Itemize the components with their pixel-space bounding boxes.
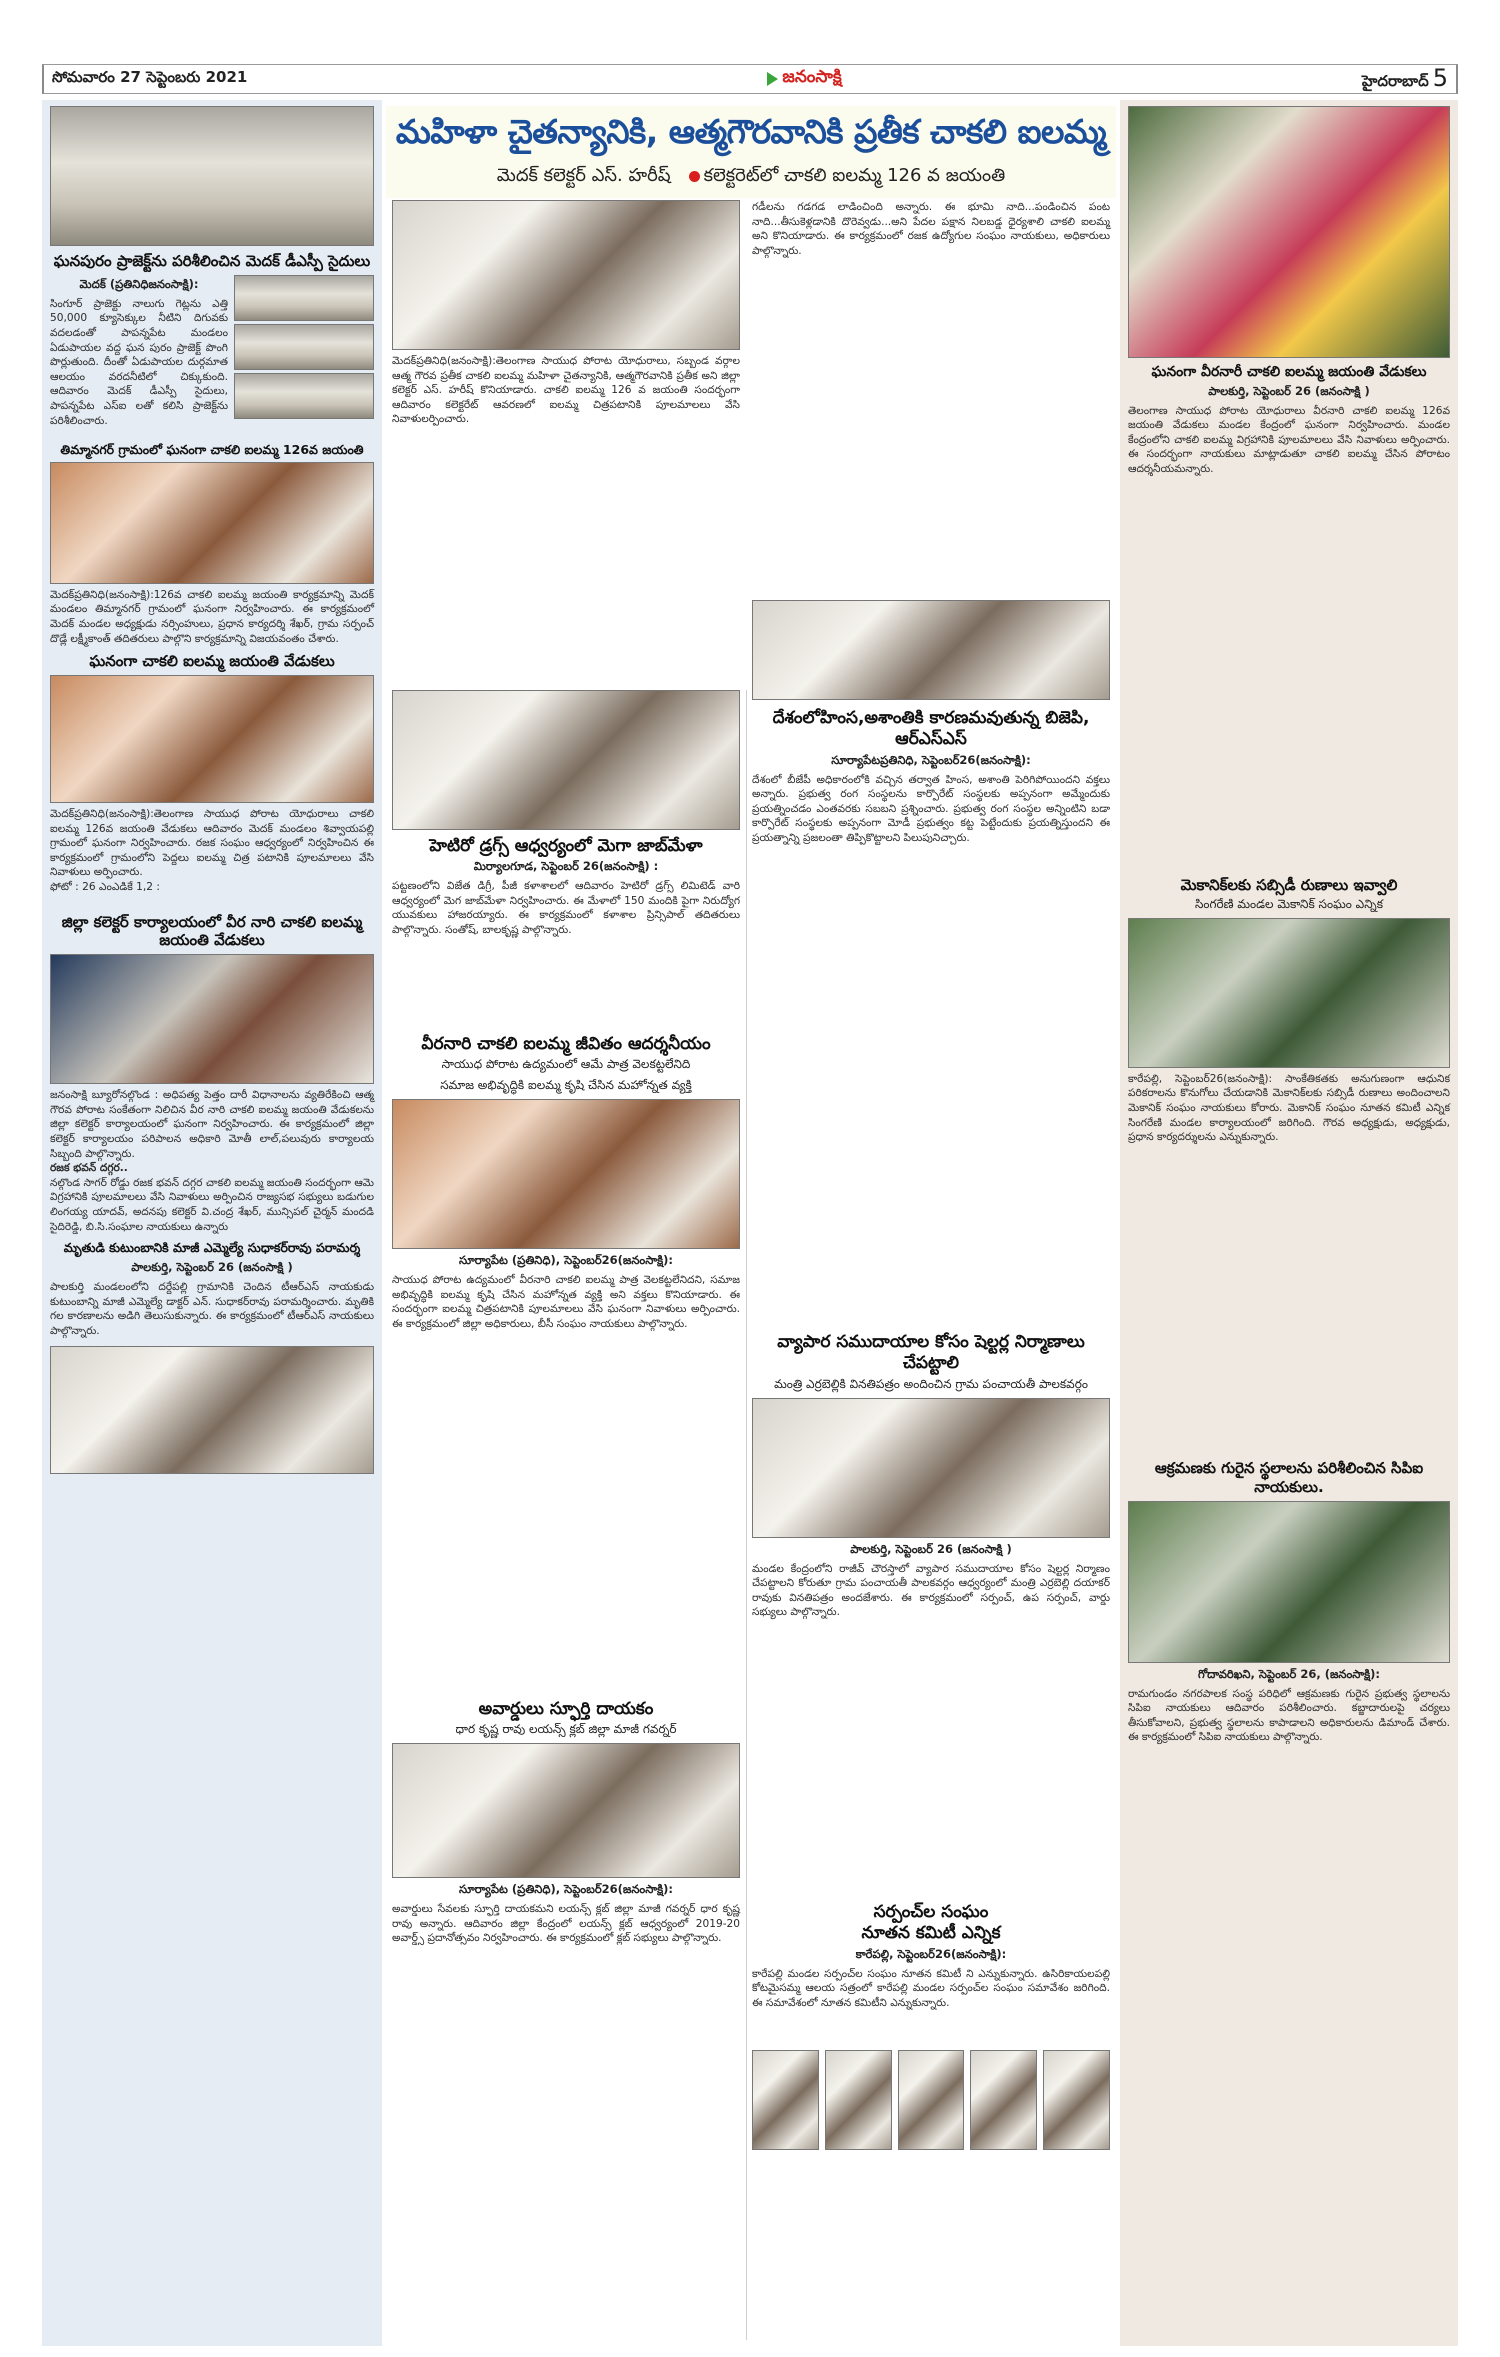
article-body: రామగుండం నగరపాలక సంస్థ పరిధిలో ఆక్రమణకు గురైన ప్రభుత్వ స్థలాలను సిపిఐ నాయకులు ఆదివారం పరిశీలించారు. కబ్జాదారులపై చర్యలు తీసుకోవాలని, ప్రభుత్వ స్థలాలను కాపాడాలని అధికారులను డిమాండ్ చేశారు. ఈ కార్యక్రమంలో సిపిఐ నాయకులు పాల్గొన్నారు. [1128,1687,1450,1744]
story-photo [1128,106,1450,358]
deck-left: మెదక్ కలెక్టర్ ఎస్. హరీష్ [496,165,671,186]
article-headline: ఘనంగా చాకలి ఐలమ్మ జయంతి వేడుకలు [89,652,335,671]
article-headline: దేశంలోహింస,అశాంతికి కారణమవుతున్న బిజెపి, ఆర్ఎస్ఎస్ [772,708,1090,750]
article-subheadline: ధార కృష్ణ రావు లయన్స్ క్లబ్ జిల్లా మాజీ గవర్నర్ [455,1722,677,1737]
article-condolence [50,1240,374,1474]
article-body: నల్గొండ సాగర్ రోడ్డు రజక భవన్ దగ్గర చాకలి ఐలమ్మ జయంతి సందర్భంగా ఆమె విగ్రహానికి పూలమాలలు వేసి నివాళులు అర్పించిన రాజ్యసభ సభ్యులు బడుగుల లింగయ్య యాదవ్, అదనపు కలెక్టర్ వి.చంద్ర శేఖర్, మున్సిపల్ చైర్మన్ మందడి సైదిరెడ్డి, బి.సి.సంఘాల నాయకులు ఉన్నారు [50,1176,374,1233]
edition-name: హైదరాబాద్ [1361,72,1429,90]
story-photo [50,675,374,803]
bullet-icon [689,171,700,182]
leaf-icon [767,72,778,86]
article-dateline: సూర్యాపేట (ప్రతినిధి), సెప్టెంబర్26(జనంసాక్షి): [459,1253,673,1268]
story-photo [234,373,374,419]
story-photo [1128,1501,1450,1663]
story-photo [392,1099,740,1249]
article-dateline: పాలకుర్తి, సెప్టెంబర్ 26 (జనంసాక్షి ) [131,1259,293,1274]
article-timmanagar [50,442,374,646]
deck-right: కలెక్టరెట్‌లో చాకలి ఐలమ్మ 126 వ జయంతి [703,165,1006,186]
page-number: 5 [1432,64,1448,92]
article-headline: ఆక్రమణకు గురైన స్థలాలను పరిశీలించిన సిపిఐ నాయకులు. [1154,1459,1424,1496]
article-jayanthi-celebrations [50,652,374,894]
portrait-photo [898,2050,965,2150]
article-dateline: పాలకుర్తి, సెప్టెంబర్ 26 (జనంసాక్షి ) [850,1541,1012,1556]
article-body: తెలంగాణ సాయుధ పోరాట యోధురాలు వీరనారి చాకలి ఐలమ్మ 126వ జయంతి వేడుకలు మండల కేంద్రంలో ఘనంగా నిర్వహించారు. మండల కేంద్రంలోని చాకలి ఐలమ్మ విగ్రహానికి పూలమాలలు వేసి నివాళులు అర్పించారు. ఈ సందర్భంగా నాయకులు మాట్లాడుతూ చాకలి ఐలమ్మ చేసిన పోరాటం ఆదర్శనీయమన్నారు. [1128,404,1450,475]
left-column [42,100,382,2346]
article-body: మెదక్‌ప్రతినిధి(జనంసాక్షి):తెలంగాణ సాయుధ పోరాట యోధురాలు చాకలి ఐలమ్మ 126వ జయంతి వేడుకలు ఆదివారం మెదక్ మండలం శివ్వాయపల్లి గ్రామంలో ఘనంగా నిర్వహించారు. రజక సంఘం ఆధ్వర్యంలో నిర్వహించిన ఈ కార్యక్రమంలో గ్రామంలోని పెద్దలు ఐలమ్మ చిత్ర పటానికి పూలమాలలు వేసి నివాళులు అర్పించారు. [50,808,374,879]
article-body: కారేపల్లి మండల సర్పంచ్‌ల సంఘం నూతన కమిటీ ని ఎన్నుకున్నారు. ఉసిరికాయలపల్లి కోటమైసమ్మ ఆలయ సత్రంలో కారేపల్లి మండల సర్పంచ్‌ల సంఘం సమావేశం జరిగింది. ఈ సమావేశంలో నూతన కమిటీని ఎన్నుకున్నారు. [752,1967,1110,2009]
article-body: దేశంలో బీజేపీ అధికారంలోకి వచ్చిన తర్వాత హింస, అశాంతి పెరిగిపోయిందని వక్తలు అన్నారు. ప్రభుత్వ రంగ సంస్థలను కార్పొరేట్ సంస్థలకు అప్పనంగా అమ్మేందుకు ప్రయత్నించడం ఎంతవరకు సబబని ప్రశ్నించారు. ప్రభుత్వ రంగ సంస్థల అన్నింటిని బడా కార్పొరేట్ సంస్థలకు అప్పనంగా మోడీ ప్రభుత్వం కట్ట పెట్టేందుకు ప్రయత్నిస్తుందని ఈ ప్రయత్నాన్ని ప్రజలంతా తిప్పికొట్టాలని పిలుపునిచ్చారు. [752,773,1110,844]
article-sarpanch-committee [752,1898,1110,2150]
lead-deck [386,165,1116,190]
story-photo [1128,918,1450,1068]
article-headline: మృతుడి కుటుంబానికి మాజీ ఎమ్మెల్యే సుధాకర్‌రావు పరామర్శ [63,1240,361,1256]
portrait-photo [825,2050,892,2150]
article-body: పట్టణంలోని విజేత డిగ్రీ, పీజీ కళాశాలలో ఆదివారం హెటిరో డ్రగ్స్ లిమిటెడ్ వారి ఆధ్వర్యంలో మెగ జాబ్‌మేళా నిర్వహించారు. ఈ మేళాలో 150 మందికి పైగా నిరుద్యోగ యువకులు హాజరయ్యారు. ఈ కార్యక్రమంలో కళాశాల ప్రిన్సిపాల్ తదితరులు పాల్గొన్నారు. సంతోష్, బాలకృష్ణ పాల్గొన్నారు. [392,880,740,937]
article-headline: మెకానిక్‌లకు సబ్సిడీ రుణాలు ఇవ్వాలి [1180,876,1398,894]
masthead [42,64,1458,94]
article-headline: ఘనపురం ప్రాజెక్ట్‌ను పరిశీలించిన మెదక్ డీఎస్పీ సైదులు [53,252,371,270]
article-awards [392,1695,740,1946]
story-photo [50,462,374,584]
article-headline: సర్పంచ్‌ల సంఘం [873,1902,989,1922]
article-body: మెదక్‌ప్రతినిధి(జనంసాక్షి):126వ చాకలి ఐలమ్మ జయంతి కార్యక్రమాన్ని మెదక్ మండలం తిమ్మానగర్ గ్రామంలో ఘనంగా నిర్వహించారు. ఈ కార్యక్రమంలో మెదక్ మండల అధ్యక్షుడు నర్సింహులు, ప్రధాన కార్యదర్శి శేఖర్, గ్రామ సర్పంచ్ దొడ్లే లక్ష్మీకాంత్ తదితరులు పాల్గొని కార్యక్రమాన్ని విజయవంతం చేశారు. [50,588,374,645]
article-shelters [752,1328,1110,1620]
story-photo [234,324,374,370]
article-dateline: మెదక్ (ప్రతినిధిజనంసాక్షి): [79,276,199,291]
article-headline: అవార్డులు స్ఫూర్తి దాయకం [478,1699,654,1719]
portrait-row [752,2050,1110,2150]
article-body: పాలకుర్తి మండలంలోని దర్దేపల్లి గ్రామానికి చెందిన టీఆర్ఎస్ నాయకుడు కుటుంబాన్ని మాజీ ఎమ్మెల్యే డాక్టర్ ఎన్. సుధాకర్‌రావు పరామర్శించారు. మృతికి గల కారణాలను అడిగి తెలుసుకున్నారు. ఈ కార్యక్రమంలో టీఆర్ఎస్ నాయకులు పాల్గొన్నారు. [50,1280,374,1337]
story-photo [392,1743,740,1878]
story-photo [392,690,740,830]
story-photo [752,1398,1110,1538]
article-subheadline: సింగరేణి మండల మెకానిక్ సంఘం ఎన్నిక [1195,896,1383,911]
lead-body-continued: గడీలను గడగడ లాడించింది అన్నారు. ఈ భూమి నాది...పండించిన పంట నాది...తీసుకెళ్లడానికి దొరెవ్వడు...అని పేదల పక్షాన నిలబడ్డ ధైర్యశాలి చాకలి ఐలమ్మ అని కొనియాడారు. ఈ కార్యక్రమంలో రజక ఉద్యోగుల సంఘం నాయకులు, అధికారులు పాల్గొన్నారు. [752,201,1110,257]
story-photo [50,1346,374,1474]
article-palakurthi-celebrations [1128,106,1450,477]
article-collector-office [50,913,374,1235]
story-photo [752,600,1110,700]
article-body: సింగూర్ ప్రాజెక్టు నాలుగు గెట్లను ఎత్తి 50,000 క్యూసెక్కుల నీటిని దిగువకు వదలడంతో పాపన్నపేట మండలం ఏడుపాయల వద్ద ఘన పురం ప్రాజెక్ట్ పొంగి పొర్లుతుంది. దీంతో ఏడుపాయల దుర్గమాత ఆలయం వరదనీటిలో చిక్కుకుంది. ఆదివారం మెదక్ డీఎస్పీ సైదులు, పాపన్నపేట ఎస్‌ఐ లతో కలిసి ప్రాజెక్ట్‌ను పరిశీలించారు. [50,297,228,427]
lead-story-header [386,106,1116,198]
article-encroachment [1128,1455,1450,1745]
edition-label [1362,64,1448,94]
article-headline: హెటిరో డ్రగ్స్ ఆధ్వర్యంలో మెగా జాబ్‌మేళా [429,836,703,856]
portrait-photo [970,2050,1037,2150]
article-subheadline-2: సమాజ అభివృద్ధికి ఐలమ్మ కృషి చేసిన మహోన్నత వ్యక్తి [440,1078,692,1093]
article-subheadline: మంత్రి ఎర్రబెల్లికి వినతిపత్రం అందించిన గ్రామ పంచాయతీ పాలకవర్గం [774,1376,1088,1391]
article-subhead: రజక భవన్ దగ్గర.. [50,1162,128,1175]
article-headline: వ్యాపార సముదాయాల కోసం షెల్టర్ల నిర్మాణాలు చేపట్టాలి [777,1332,1085,1374]
article-job-mela [392,690,740,938]
lead-body: మెదక్‌ప్రతినిధి(జనంసాక్షి):తెలంగాణ సాయుధ పోరాట యోధురాలు, సబ్బండ వర్గాల ఆత్మ గౌరవ ప్రతీక చాకలి ఐలమ్మ మహిళా చైతన్యానికి, ఆత్మగౌరవానికి ప్రతీక అని జిల్లా కలెక్టర్ ఎస్. హరీష్ కొనియాడారు. చాకలి ఐలమ్మ 126 వ జయంతి సందర్భంగా ఆదివారం కలెక్టరేట్ ఆవరణలో ఐలమ్మ చిత్రపటానికి పూలమాలలు వేసి నివాళులర్పించారు. [392,355,740,426]
article-headline: జిల్లా కలెక్టర్ కార్యాలయంలో వీర నారి చాకలి ఐలమ్మ జయంతి వేడుకలు [61,912,363,950]
photo-caption: ఫోటో : 26 ఎంఎడికే 1,2 : [50,881,160,894]
article-body: జనంసాక్షి బ్యూరోనల్గొండ : అధిపత్య పెత్తం దారీ విధానాలను వ్యతిరేకించి ఆత్మ గౌరవ పోరాట సంకేతంగా నిలిచిన వీర నారి చాకలి ఐలమ్మ జయంతి వేడుకలను జిల్లా కలెక్టర్ కార్యాలయంలో ఘనంగా నిర్వహించారు. ఈ కార్యక్రమంలో జిల్లా కలెక్టర్ కార్యాలయం పరిపాలన అధికారి మోతీ లాల్,పలువురు కార్యాలయ సిబ్బంది పాల్గొన్నారు. [50,1089,374,1160]
article-body: అవార్డులు సేవలకు స్ఫూర్తి దాయకమని లయన్స్ క్లబ్ జిల్లా మాజీ గవర్నర్ ధార కృష్ణ రావు అన్నారు. ఆదివారం జిల్లా కేంద్రంలో లయన్స్ క్లబ్ ఆధ్వర్యంలో 2019-20 అవార్డ్స్ ప్రదానోత్సవం నిర్వహించారు. ఈ కార్యక్రమంలో క్లబ్ సభ్యులు పాల్గొన్నారు. [392,1903,740,1945]
article-bjp-rss [752,600,1110,846]
issue-date: సోమవారం 27 సెప్టెంబరు 2021 [52,68,248,86]
story-photo [234,275,374,321]
portrait-photo [1043,2050,1110,2150]
article-body: కారేపల్లి, సెప్టెంబర్26(జనంసాక్షి): సాంకేతికతకు అనుగుణంగా ఆధునిక పరికరాలను కొనుగోలు చేయడానికి మెకానిక్‌లకు సబ్సిడీ రుణాలు అందించాలని మెకానిక్ సంఘం నాయకులు కోరారు. మెకానిక్ సంఘం నూతన కమిటీ ఎన్నిక సింగరేణి మండల కార్యాలయంలో జరిగింది. గౌరవ అధ్యక్షుడు, అధ్యక్షుడు, ప్రధాన కార్యదర్శులను ఎన్నుకున్నారు. [1128,1072,1450,1144]
article-dateline: మిర్యాలగూడ, సెప్టెంబర్ 26(జనంసాక్షి) : [473,859,659,874]
article-dateline: పాలకుర్తి, సెప్టెంబర్ 26 (జనంసాక్షి ) [1208,383,1370,398]
deck-right-wrap [689,165,1006,190]
logo-text: జనంసాక్షి [782,67,842,87]
article-dateline: సూర్యాపేట (ప్రతినిధి), సెప్టెంబర్26(జనంసాక్షి): [459,1882,673,1897]
main-column [386,100,1116,2346]
article-dateline: కారేపల్లి, సెప్టెంబర్26(జనంసాక్షి): [855,1946,1007,1961]
portrait-photo [752,2050,819,2150]
article-headline: తిమ్మానగర్ గ్రామంలో ఘనంగా చాకలి ఐలమ్మ 126వ జయంతి [60,442,364,458]
article-body: మండల కేంద్రంలోని రాజీవ్ చౌరస్తాలో వ్యాపార సముదాయాల కోసం షెల్టర్ల నిర్మాణం చేపట్టాలని కోరుతూ గ్రామ పంచాయతీ పాలకవర్గం ఆధ్వర్యంలో మంత్రి ఎర్రబెల్లి దయాకర్ రావుకు వినతిపత్రం అందజేశారు. ఈ కార్యక్రమంలో సర్పంచ్, ఉప సర్పంచ్, వార్డు సభ్యులు పాల్గొన్నారు. [752,1562,1110,1619]
article-dateline: గోదావరిఖని, సెప్టెంబర్ 26, (జనంసాక్షి): [1197,1666,1381,1681]
article-ilamma-ideal [392,1030,740,1332]
column-divider [746,690,747,2340]
article-dateline: సూర్యాపేటప్రతినిధి, సెప్టెంబర్26(జనంసాక్షి): [831,752,1031,767]
article-mechanics [1128,872,1450,1145]
article-dsp-visit [50,252,374,428]
right-column [1120,100,1458,2346]
article-headline: వీరనారి చాకలి ఐలమ్మ జీవితం ఆదర్శనీయం [421,1034,711,1054]
article-body: సాయుధ పోరాట ఉద్యమంలో వీరనారి చాకలి ఐలమ్మ పాత్ర వెలకట్టలేనిదని, సమాజ అభివృద్ధికి ఐలమ్మ కృషి చేసిన మహోన్నత వ్యక్తి అని వక్తలు కొనియాడారు. ఈ సందర్భంగా ఐలమ్మ చిత్రపటానికి పూలమాలలు వేసి ఘనంగా నివాళులు అర్పించారు. ఈ కార్యక్రమంలో జిల్లా అధికారులు, బీసీ సంఘం నాయకులు పాల్గొన్నారు. [392,1274,740,1331]
story-photo [50,106,374,246]
lead-photo [392,200,740,350]
newspaper-logo [767,67,841,91]
story-photo [50,954,374,1084]
lead-headline: మహిళా చైతన్యానికి, ఆత్మగౌరవానికి ప్రతీక చాకలి ఐలమ్మ [395,112,1107,151]
article-headline-2: నూతన కమిటీ ఎన్నిక [861,1923,1001,1944]
article-headline: ఘనంగా వీరనారీ చాకలి ఐలమ్మ జయంతి వేడుకలు [1151,364,1427,380]
article-subheadline: సాయుధ పోరాట ఉద్యమంలో ఆమే పాత్ర వెలకట్టలేనిది [441,1057,691,1072]
